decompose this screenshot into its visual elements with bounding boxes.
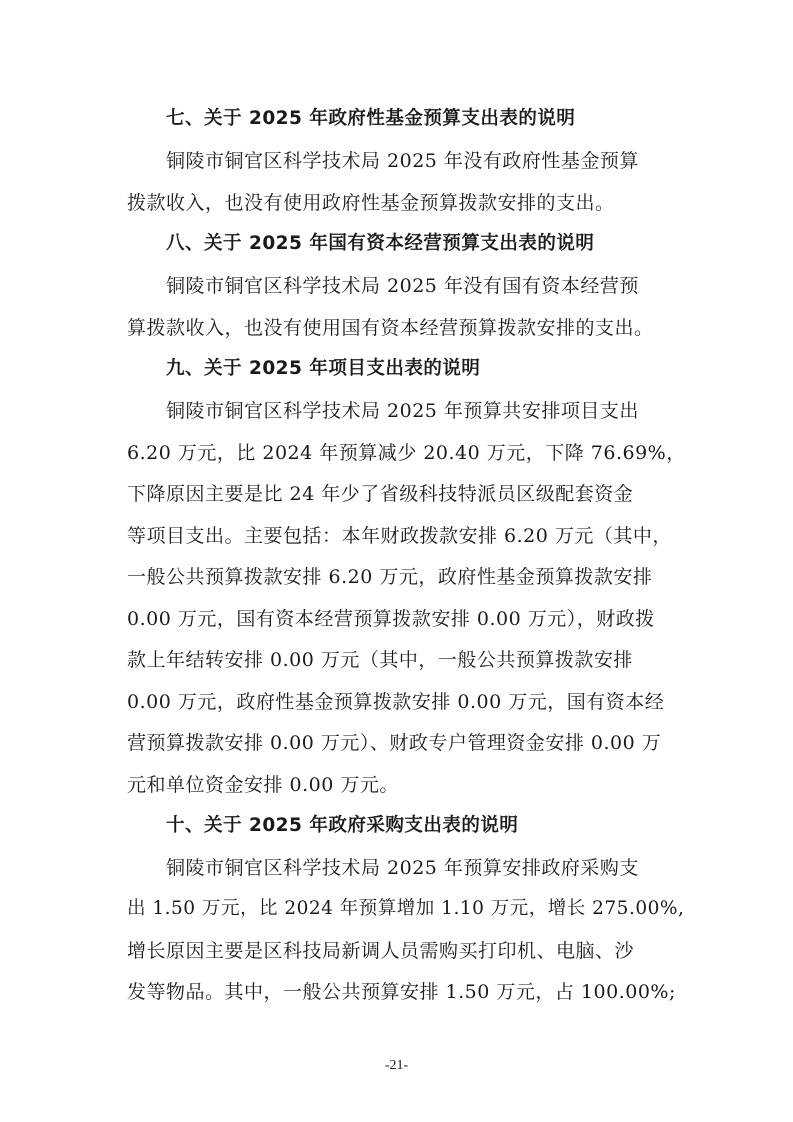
section-10-line-3: 增长原因主要是区科技局新调人员需购买打印机、电脑、沙: [127, 940, 635, 962]
section-9-line-8: 0.00 万元，政府性基金预算拨款安排 0.00 万元，国有资本经: [127, 691, 665, 713]
page-number: -21-: [384, 1058, 409, 1073]
section-9-line-9: 营预算拨款安排 0.00 万元）、财政专户管理资金安排 0.00 万: [127, 732, 662, 754]
section-9-line-6: 0.00 万元，国有资本经营预算拨款安排 0.00 万元），财政拨: [127, 608, 655, 630]
section-9-line-2: 6.20 万元，比 2024 年预算减少 20.40 万元，下降 76.69%，: [127, 442, 686, 464]
section-7-line-1: 铜陵市铜官区科学技术局 2025 年没有政府性基金预算: [166, 150, 639, 172]
section-10-line-4: 发等物品。其中，一般公共预算安排 1.50 万元，占 100.00%;: [127, 981, 676, 1003]
section-10-line-2: 出 1.50 万元，比 2024 年预算增加 1.10 万元，增长 275.00%,: [127, 898, 685, 919]
section-9-line-7: 款上年结转安排 0.00 万元（其中，一般公共预算拨款安排: [127, 649, 633, 671]
section-10-line-1: 铜陵市铜官区科学技术局 2025 年预算安排政府采购支: [166, 857, 639, 879]
section-9-line-10: 元和单位资金安排 0.00 万元。: [127, 774, 399, 796]
section-9-heading: 九、关于 2025 年项目支出表的说明: [166, 358, 481, 379]
section-8-line-2: 算拨款收入，也没有使用国有资本经营预算拨款安排的支出。: [127, 317, 654, 339]
section-8-line-1: 铜陵市铜官区科学技术局 2025 年没有国有资本经营预: [166, 275, 639, 297]
section-8-heading: 八、关于 2025 年国有资本经营预算支出表的说明: [166, 233, 595, 254]
section-9-line-4: 等项目支出。主要包括：本年财政拨款安排 6.20 万元（其中，: [127, 525, 672, 547]
section-9-line-1: 铜陵市铜官区科学技术局 2025 年预算共安排项目支出: [166, 400, 639, 422]
section-10-heading: 十、关于 2025 年政府采购支出表的说明: [166, 815, 519, 836]
section-9-line-3: 下降原因主要是比 24 年少了省级科技特派员区级配套资金: [127, 483, 634, 505]
section-9-line-5: 一般公共预算拨款安排 6.20 万元，政府性基金预算拨款安排: [127, 566, 653, 588]
section-7-heading: 七、关于 2025 年政府性基金预算支出表的说明: [166, 108, 576, 129]
section-7-line-2: 拨款收入，也没有使用政府性基金预算拨款安排的支出。: [127, 192, 615, 214]
